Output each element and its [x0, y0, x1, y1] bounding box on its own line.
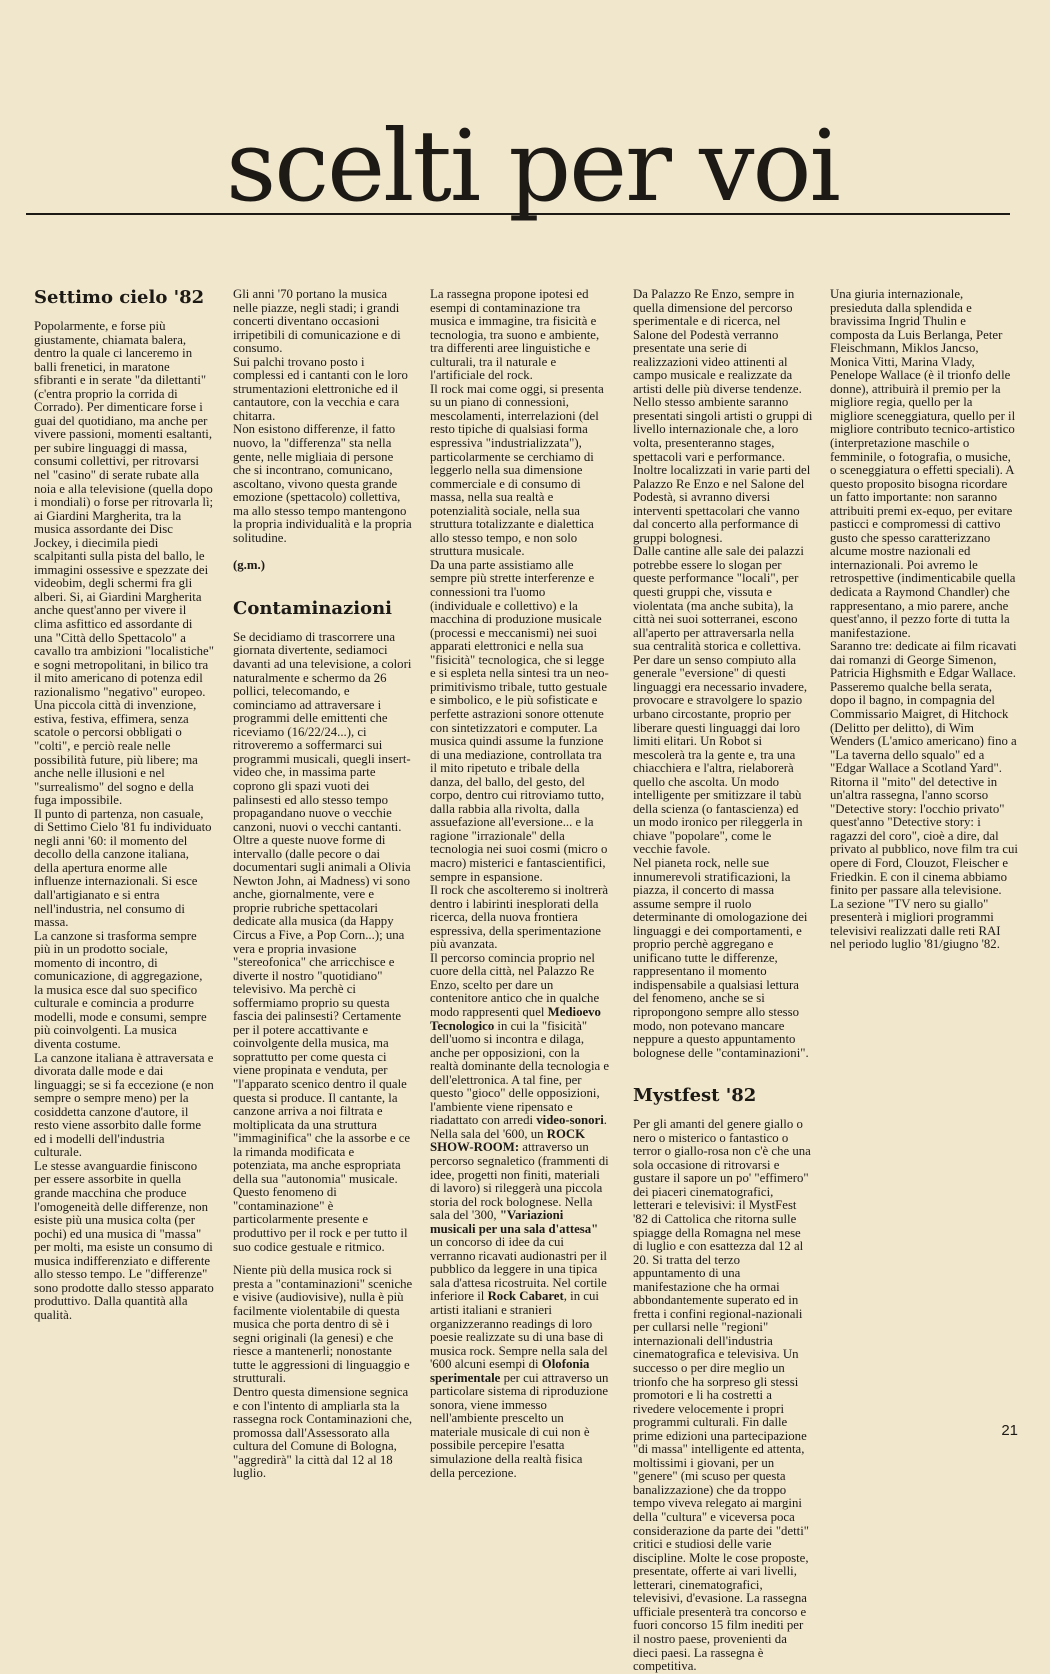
paragraph: Il rock mai come oggi, si presenta su un piano di connessioni, mescolamenti, interrelazioni (del resto tipiche di qualsiasi forma espressiva "industrializzata"), particolarmente se cerchiamo di leggerlo nella sua dimensione commerciale e di consumo di massa, nella sua realtà e potenzialità sociale, nella sua struttura totalizzante e dialettica allo stesso tempo, e non solo struttura musicale. [430, 381, 604, 559]
paragraph: La canzone italiana è attraversata e divorata dalle mode e dai linguaggi; se si fa eccezione (e non sempre o sempre meno) per la cosiddetta canzone d'autore, il resto viene assorbito dalle forme ed i modelli dell'industria culturale. [34, 1050, 214, 1160]
paragraph: Il punto di partenza, non casuale, di Settimo Cielo '81 fu individuato negli anni '60: il momento del decollo della canzone italiana, della apertura enorme alle influenze internazionali. Si esce dall'artigianato e si entra nell'industria, nel consumo di massa. [34, 806, 212, 930]
paragraph: La rassegna propone ipotesi ed esempi di contaminazione tra musica e immagine, tra fisicità e tecnologia, tra suono e ambiente, tra differenti aree linguistiche e culturali, tra il naturale e l'artificiale del rock. [430, 287, 600, 383]
paragraph: Inoltre localizzati in varie parti del Palazzo Re Enzo e nel Salone del Podestà, si avranno diversi interventi spettacolari che vanno dal concerto alla performance di gruppi bolognesi. [633, 463, 811, 545]
paragraph: Dentro questa dimensione segnica e con l'intento di ampliarla sta la rassegna rock Contaminazioni che, promossa dall'Assessorato alla cultura del Comune di Bologna, "aggredirà" la città dal 12 al 18 luglio. [233, 1385, 413, 1481]
paragraph: Per gli amanti del genere giallo o nero o misterico o fantastico o terror o giallo-rosa non c'è che una sola occasione di ritrovarsi e gustare il sapore un po' "effimero" dei piaceri cinematografici, letterari e televisivi: il MystFest '82 di Cattolica che ritorna sulle spiagge della Romagna nel mese di luglio e con esattezza dal 12 al 20. Si tratta del terzo appuntamento di una manifestazione che ha ormai abbondantemente superato ed in fretta i confini regional-nazionali per cullarsi nelle "regioni" internazionali dell'industria cinematografica e televisiva. Un successo o per dire meglio un trionfo che ha sorpreso gli stessi promotori e li ha costretti a rivedere velocemente i propri programmi culturali. Fin dalle prime edizioni una partecipazione "di massa" intelligente ed attenta, moltissimi i giovani, per un "genere" (mi scuso per questa banalizzazione) che da troppo tempo viveva relegato ai margini della "cultura" e viceversa poca considerazione da parte dei "detti" critici e studiosi delle varie discipline. Molte le cose proposte, presentate, offerte ai vari livelli, letterari, cinematografici, televisivi, d'evasione. La rassegna ufficiale presenterà tra concorso e fuori concorso 15 film inediti per il nostro paese, provenienti da dieci paesi. La rassegna è competitiva. [633, 1117, 811, 1674]
text-run: attraverso un percorso segnaletico (frammenti di idee, progetti non finiti, materiali di lavoro) si rileggerà una piccola storia del rock bolognese. Nella sala del '300, [430, 1140, 609, 1223]
paragraph: Ritorna il "mito" del detective in un'altra rassegna, l'anno scorso "Detective story: l'occhio privato" quest'anno "Detective story: i ragazzi del coro", cioè a dire, dal privato al pubblico, nove film tra cui opere di Ford, Clouzot, Fleischer e Friedkin. E con il cinema abbiamo finito per passare alla televisione. [830, 774, 1018, 898]
text-run-bold: Olofonia sperimentale [430, 1357, 590, 1385]
text-run-bold: video-sonori [536, 1113, 604, 1128]
paragraph: Per dare un senso compiuto alla generale "eversione" di questi linguaggi era necessario invadere, provocare e stravolgere lo spazio urbano circostante, proprio per liberare questi linguaggi dai loro limiti elitari. Un Robot si mescolerà tra la gente e, tra una chiacchiera e l'altra, rielaborerà quello che ascolta. Un modo intelligente per smitizzare il tabù della scienza (o fantascienza) ed un modo ironico per rileggerla in chiave "popolare", come le vecchie favole. [633, 652, 808, 857]
paragraph: Nel pianeta rock, nelle sue innumerevoli stratificazioni, la piazza, il concerto di massa assume sempre il ruolo determinante di omologazione dei linguaggi e dei comportamenti, e proprio perchè aggregano e unificano tutte le differenze, rappresentano il momento indispensabile a qualsiasi lettura del fenomeno, anche se si ripropongono sempre allo stesso modo, non potevano mancare neppure a questo appuntamento bolognese delle "contaminazioni". [633, 855, 809, 1060]
text-run-bold: Rock Cabaret [487, 1289, 564, 1304]
paragraph: Le stesse avanguardie finiscono per essere assorbite in quella grande macchina che produce l'omogeneità delle differenze, non esiste più una musica colta (per pochi) ed una musica di "massa" per molti, ma esiste un consumo di musica indifferenziato e differente allo stesso tempo. Le "differenze" sono prodotte dallo stesso apparato produttivo. Dalla quantità alla qualità. [34, 1158, 214, 1322]
text-run-bold: "Variazioni musicali per una sala d'attesa" [430, 1208, 599, 1236]
text-run: per cui attraverso un particolare sistema di riproduzione sonora, viene immesso nell'ambiente prescelto un materiale musicale di cui non è possibile percepire l'esatta simulazione della realtà fisica della percezione. [430, 1370, 609, 1480]
paragraph: La sezione "TV nero su giallo" presenterà i migliori programmi televisivi realizzati dalle reti RAI nel periodo luglio '81/giugno '82. [830, 896, 1001, 952]
text-run-bold: Medioevo Tecnologico [430, 1004, 601, 1033]
paragraph: Dalle cantine alle sale dei palazzi potrebbe essere lo slogan per queste performance "locali", per questi gruppi che, vissuta e violentata (ma anche subita), la città nei suoi sotterranei, escono all'aperto per attraversarla nella sua centralità storica e collettiva. [633, 544, 804, 654]
page-title: scelti per voi [226, 110, 839, 224]
column-4 [633, 288, 813, 1674]
paragraph [430, 952, 610, 1480]
paragraph: Una piccola città di invenzione, estiva, festiva, effimera, senza scatole o percorsi obbligati o "colti", e perciò reale nelle possibilità future, più libere; ma anche nelle illusioni e nel "surrealismo" del sogno e della fuga impossibile. [34, 698, 198, 808]
paragraph: Gli anni '70 portano la musica nelle piazze, negli stadi; i grandi concerti diventano occasioni irripetibili di comunicazione e di consumo. [233, 287, 401, 356]
text-run: Il percorso comincia proprio nel cuore della città, nel Palazzo Re Enzo, scelto per dare un contenitore antico che in qualche modo rappresenti quel [430, 950, 600, 1019]
paragraph: Il rock che ascolteremo si inoltrerà dentro i labirinti inesplorati della ricerca, della nuova frontiera espressiva, della sperimentazione più avanzata. [430, 883, 609, 952]
section-title-mystfest: Mystfest '82 [633, 1085, 757, 1107]
column-3 [430, 288, 610, 1480]
paragraph: Sui palchi trovano posto i complessi ed i cantanti con le loro strumentazioni elettroniche ed il cantautore, con la vecchia e cara chitarra. [233, 354, 408, 423]
page-number: 21 [1001, 1422, 1018, 1439]
paragraph: Nello stesso ambiente saranno presentati singoli artisti o gruppi di livello internazionale che, a loro volta, presenteranno stages, spettacoli vari e performance. [633, 395, 813, 464]
paragraph: Se decidiamo di trascorrere una giornata divertente, sediamoci davanti ad una televisione, a colori naturalmente e schermo da 26 pollici, telecomando, e cominciamo ad attraversare i programmi delle emittenti che riceviamo (16/22/24...), ci ritroveremo a soffermarci sui programmi musicali, quegli insert-video che, in massima parte coprono gli spazi vuoti dei palinsesti ed allo stesso tempo propagandano nuove o vecchie canzoni, nuovi o vecchi cantanti. [233, 629, 412, 834]
text-run-bold: ROCK SHOW-ROOM: [430, 1126, 586, 1155]
column-1 [34, 288, 214, 1322]
text-run: in cui la "fisicità" dell'uomo si incontra e dilaga, anche per opposizioni, con la realtà dominante della tecnologia e dell'elettronica. A tal fine, per questo "gioco" delle opposizioni, l'ambiente viene ripensato e riadattato con arredi [430, 1018, 610, 1128]
paragraph: Niente più della musica rock si presta a "contaminazioni" sceniche e visive (audiovisive), nulla è più facilmente violentabile di questa musica che porta dentro di sè i segni originali (la genesi) e che riesce a mantenerli; nonostante tutte le aggressioni di linguaggio e strutturali. [233, 1263, 413, 1386]
paragraph: Questo fenomeno di "contaminazione" è particolarmente presente e produttivo per il rock e per tutto il suo codice gestuale e ritmico. [233, 1185, 408, 1254]
section-title-settimo-cielo: Settimo cielo '82 [34, 287, 205, 308]
text-run: , in cui artisti italiani e stranieri organizzeranno readings di loro poesie realizzate su di una base di musica rock. Sempre nella sala del '600 alcuni esempi di [430, 1289, 608, 1372]
paragraph: Saranno tre: dedicate ai film ricavati dai romanzi di George Simenon, Patricia Highsmith e Edgar Wallace. Passeremo qualche bella serata, dopo il bagno, in compagnia del Commissario Maigret, di Hitchock (Delitto per delitto), di Wim Wenders (L'amico americano) fino a "La taverna dello squalo" ed a "Edgar Wallace a Scotland Yard". [830, 639, 1017, 776]
paragraph: Da una parte assistiamo alle sempre più strette interferenze e connessioni tra l'uomo (individuale e collettivo) e la macchina di produzione musicale (processi e meccanismi) nei suoi apparati elettronici e nella sua "fisicità" tecnologica, che si legge e si espleta nella sintesi tra un neo-primitivismo tribale, tutto gestuale e simbolico, e le più sofisticate e perfette astrazioni sonore ottenute con sintetizzatori e computer. La musica quindi assume la funzione di una mediazione, controllata tra il mito ripetuto e tribale della danza, del ballo, del gesto, del corpo, dentro cui ritroviamo tutto, dalla rabbia alla rivolta, dalla assuefazione all'eversione... e la ragione "irrazionale" della tecnologia nei suoi cosmi (micro o macro) misterici e fantascientifici, sempre in espansione. [430, 557, 609, 884]
section-title-contaminazioni: Contaminazioni [233, 597, 393, 619]
paragraph: Popolarmente, e forse più giustamente, chiamata balera, dentro la quale ci lanceremo in balli frenetici, in maratone sfibranti e in serate "da dilettanti" (c'entra proprio la corrida di Corrado). Per dimenticare forse i guai del quotidiano, ma anche per vivere passioni, momenti esaltanti, per subire linguaggi di massa, consumi collettivi, per ritrovarsi nel "casino" di serate rubate alla noia e alla televisione (quella dopo i mondiali) o forse per ritrovarla lì; ai Giardini Margherita, tra la musica assordante dei Disc Jockey, i diecimila piedi scalpitanti sulla pista del ballo, le immagini ossessive e spezzate dei videobim, degli schermi fra gli alberi. Si, ai Giardini Margherita anche quest'anno per vivere il clima asfittico ed assordante di una "Città dello Spettacolo" a cavallo tra ambizioni "localistiche" e sogni metropolitani, in bilico tra il mito americano di potenza edil razionalismo "negativo" europeo. [34, 319, 214, 699]
author-signature: (g.m.) [233, 558, 265, 573]
text-run: un concorso di idee da cui verranno ricavati audionastri per il pubblico da leggere in una tipica sala d'attesa ricostruita. Nel cortile inferiore il [430, 1235, 607, 1304]
paragraph: Oltre a queste nuove forme di intervallo (dalle pecore o dai documentari sugli animali a Olivia Newton John, ai Madness) vi sono anche, giornalmente, vere e proprie rubriche spettacolari dedicate alla musica (da Happy Circus a Five, a Pop Corn...); una vera e propria invasione "stereofonica" che arricchisce e diverte il nostro "quotidiano" televisivo. Ma perchè ci soffermiamo proprio su questa fascia dei palinsesti? Certamente per il potere accattivante e coinvolgente della musica, ma soprattutto per come questa ci viene propinata e venduta, per "l'apparato scenico dentro il quale questa si produce. Il cantante, la canzone arriva a noi filtrata e moltiplicata da una struttura "immaginifica" che la assorbe e ce la rimanda modificata e potenziata, ma anche espropriata della sua "autonomia" musicale. [233, 833, 411, 1186]
paragraph: La canzone si trasforma sempre più in un prodotto sociale, momento di incontro, di comunicazione, di aggregazione, la musica esce dal suo specifico culturale e comincia a produrre modelli, mode e consumi, sempre più coinvolgenti. La musica diventa costume. [34, 928, 207, 1051]
text-run: . Nella sala del '600, un [430, 1113, 607, 1141]
column-5 [830, 288, 1018, 952]
header-rule [26, 213, 1010, 215]
paragraph: Una giuria internazionale, presieduta dalla splendida e bravissima Ingrid Thulin e composta da Luis Berlanga, Peter Fleischmann, Miklos Jancso, Monica Vitti, Marina Vlady, Penelope Wallace (è il trionfo delle donne), attribuirà il premio per la migliore regia, quello per la migliore sceneggiatura, quello per il migliore contributo tecnico-artistico (interpretazione maschile o femminile, o fotografia, o musiche, o sceneggiatura o effetti speciali). A questo proposito bisogna ricordare un fatto importante: non saranno attribuiti premi ex-equo, per evitare pasticci e compromessi di cattivo gusto che spesso caratterizzano alcume mostre nazionali ed internazionali. Poi avremo le retrospettive (indimenticabile quella dedicata a Raymond Chandler) che rappresentano, a mio parere, anche quest'anno, il pezzo forte di tutta la manifestazione. [830, 287, 1016, 640]
paragraph: Da Palazzo Re Enzo, sempre in quella dimensione del percorso sperimentale e di ricerca, nel Salone del Podestà verranno presentate una serie di realizzazioni video attinenti al campo musicale e realizzate da artisti delle più diverse tendenze. [633, 287, 802, 396]
paragraph: Non esistono differenze, il fatto nuovo, la "differenza" sta nella gente, nelle migliaia di persone che si incontrano, comunicano, ascoltano, vivono questa grande emozione (spettacolo) collettiva, ma allo stesso tempo mantengono la propria individualità e la propria solitudine. [233, 422, 412, 545]
column-2 [233, 288, 413, 1481]
